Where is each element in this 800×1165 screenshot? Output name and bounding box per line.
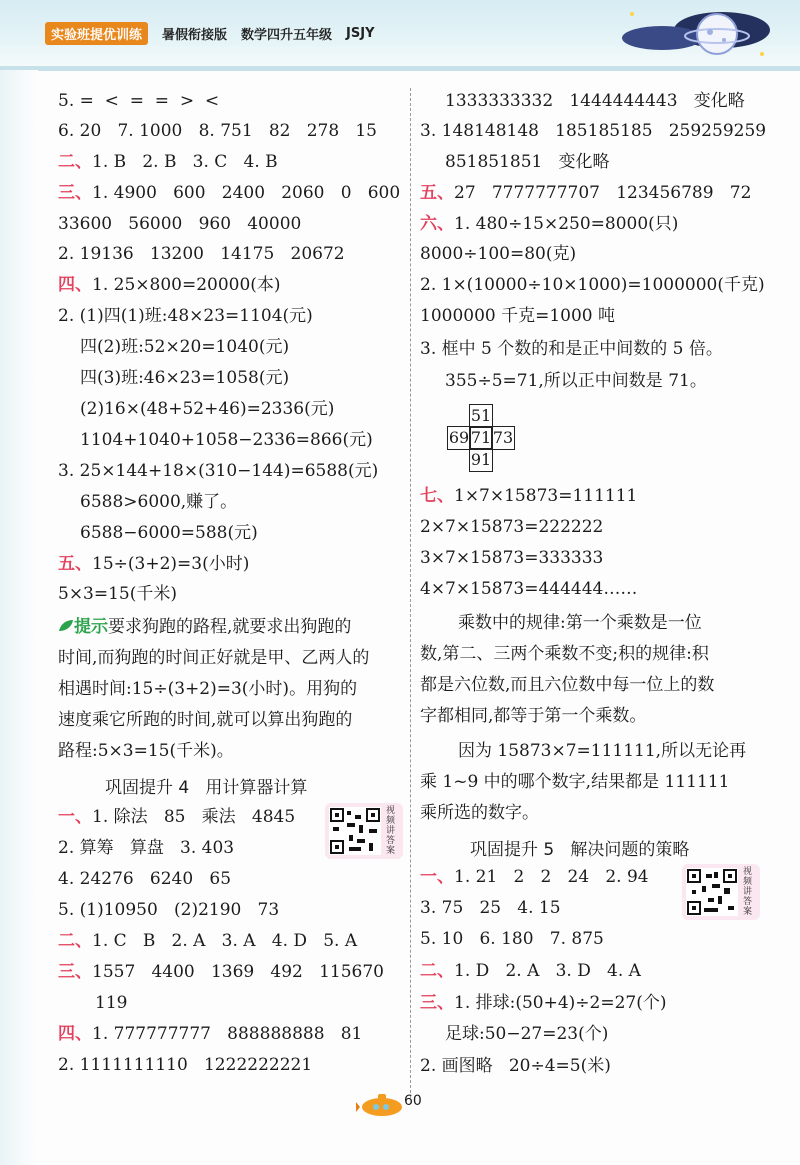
answer-line: 二、1. C B 2. A 3. A 4. D 5. A (58, 931, 358, 951)
tip-line: 时间,而狗跑的时间正好就是甲、乙两人的 (58, 648, 370, 668)
answer-line: 5. 10 6. 180 7. 875 (420, 929, 604, 949)
grid-cell-right: 73 (491, 426, 515, 450)
answer-line: 2. 1×(10000÷10×1000)=1000000(千克) (420, 275, 765, 295)
answer-line: 4. 24276 6240 65 (58, 869, 232, 889)
paragraph-line: 乘所选的数字。 (420, 803, 539, 823)
answer-line: 四、1. 777777777 888888888 81 (58, 1024, 363, 1044)
paragraph-line: 数,第二、三两个乘数不变;积的规律:积 (420, 644, 709, 664)
tip-line: 提示要求狗跑的路程,就要求出狗跑的 (58, 616, 351, 638)
submarine-icon (356, 1088, 406, 1118)
page-number: 60 (404, 1093, 422, 1109)
column-divider (410, 88, 411, 1098)
answer-line: 3. 148148148 185185185 259259259 (420, 121, 767, 141)
section-title: 巩固提升 4 用计算器计算 (105, 778, 308, 798)
answer-line: 足球:50−27=23(个) (445, 1024, 609, 1044)
qr-code[interactable] (682, 864, 760, 920)
answer-line: 5. = < = = > < (58, 91, 220, 111)
paragraph-line: 乘数中的规律:第一个乘数是一位 (458, 613, 702, 633)
answer-line: 一、1. 除法 85 乘法 4845 (58, 807, 296, 827)
answer-line: 3. 框中 5 个数的和是正中间数的 5 倍。 (420, 339, 723, 359)
answer-line: 五、27 7777777707 123456789 72 (420, 183, 752, 203)
answer-line: 二、1. B 2. B 3. C 4. B (58, 152, 278, 172)
subject-label: 数学四升五年级 (241, 28, 333, 43)
answer-line: 5×3=15(千米) (58, 584, 178, 604)
answer-line: 2. 算筹 算盘 3. 403 (58, 838, 235, 858)
header-titles (45, 22, 375, 45)
answer-line: 2. 1111111110 1222222221 (58, 1055, 313, 1075)
header-edge (0, 66, 800, 71)
section-title: 巩固提升 5 解决问题的策略 (470, 840, 690, 860)
answer-line: 2. 画图略 20÷4=5(米) (420, 1056, 611, 1076)
paragraph-line: 乘 1~9 中的哪个数字,结果都是 111111 (420, 772, 730, 792)
answer-line: 6. 20 7. 1000 8. 751 82 278 15 (58, 121, 377, 141)
answer-line: 2. (1)四(1)班:48×23=1104(元) (58, 306, 313, 326)
grid-cell-bottom: 91 (469, 448, 493, 472)
answer-line: 1000000 千克=1000 吨 (420, 306, 616, 326)
answer-line: 3. 25×144+18×(310−144)=6588(元) (58, 461, 379, 481)
answer-line: 2×7×15873=222222 (420, 517, 604, 537)
answer-line: 1333333332 1444444443 变化略 (445, 91, 745, 111)
answer-line: 四(3)班:46×23=1058(元) (80, 368, 290, 388)
answer-line: 1104+1040+1058−2336=866(元) (80, 430, 373, 450)
tip-line: 路程:5×3=15(千米)。 (58, 741, 234, 761)
answer-line: 二、1. D 2. A 3. D 4. A (420, 961, 641, 981)
answer-line: 4×7×15873=444444…… (420, 579, 638, 599)
answer-line: 2. 19136 13200 14175 20672 (58, 244, 345, 264)
qr-icon (686, 868, 738, 916)
answer-line: 三、1557 4400 1369 492 115670 (58, 962, 384, 982)
grid-cell-top: 51 (469, 404, 493, 428)
answer-line: 6588−6000=588(元) (80, 523, 258, 543)
qr-caption: 视频讲答案 (386, 806, 396, 856)
planet-illustration (602, 4, 772, 66)
leaf-icon (58, 619, 74, 633)
page-header (0, 0, 800, 70)
answer-line: 3×7×15873=333333 (420, 548, 604, 568)
qr-code[interactable] (325, 803, 403, 859)
qr-icon (329, 807, 381, 855)
paragraph-line: 字都相同,都等于第一个乘数。 (420, 706, 647, 726)
tip-label: 提示 (58, 617, 108, 637)
brand-label: 实验班提优训练 (45, 22, 148, 45)
tip-line: 相遇时间:15÷(3+2)=3(小时)。用狗的 (58, 679, 358, 699)
tip-line: 速度乘它所跑的时间,就可以算出狗跑的 (58, 710, 353, 730)
answer-line: 三、1. 排球:(50+4)÷2=27(个) (420, 993, 667, 1013)
answer-line: 四(2)班:52×20=1040(元) (80, 337, 290, 357)
answer-line: 33600 56000 960 40000 (58, 214, 302, 234)
paragraph-line: 因为 15873×7=111111,所以无论再 (458, 741, 747, 761)
paragraph-line: 都是六位数,而且六位数中每一位上的数 (420, 675, 715, 695)
answer-line: 5. (1)10950 (2)2190 73 (58, 900, 280, 920)
answer-line: 四、1. 25×800=20000(本) (58, 275, 281, 295)
code-label: JSJY (346, 26, 375, 41)
edition-label: 暑假衔接版 (162, 28, 228, 43)
answer-line: 6588>6000,赚了。 (80, 492, 238, 512)
answer-line: 851851851 变化略 (445, 152, 610, 172)
answer-line: 8000÷100=80(克) (420, 244, 577, 264)
answer-line: (2)16×(48+52+46)=2336(元) (80, 399, 335, 419)
answer-line: 七、1×7×15873=111111 (420, 486, 638, 506)
answer-line: 三、1. 4900 600 2400 2060 0 600 (58, 183, 401, 203)
grid-cell-center: 71 (469, 426, 493, 450)
margin-stripe (0, 70, 38, 1165)
qr-caption: 视频讲答案 (743, 867, 753, 917)
answer-line: 六、1. 480÷15×250=8000(只) (420, 214, 679, 234)
answer-line: 119 (95, 993, 128, 1013)
answer-line: 一、1. 21 2 2 24 2. 94 (420, 867, 649, 887)
grid-cell-left: 69 (447, 426, 471, 450)
answer-line: 355÷5=71,所以正中间数是 71。 (445, 371, 707, 391)
answer-line: 五、15÷(3+2)=3(小时) (58, 554, 250, 574)
answer-line: 3. 75 25 4. 15 (420, 898, 561, 918)
